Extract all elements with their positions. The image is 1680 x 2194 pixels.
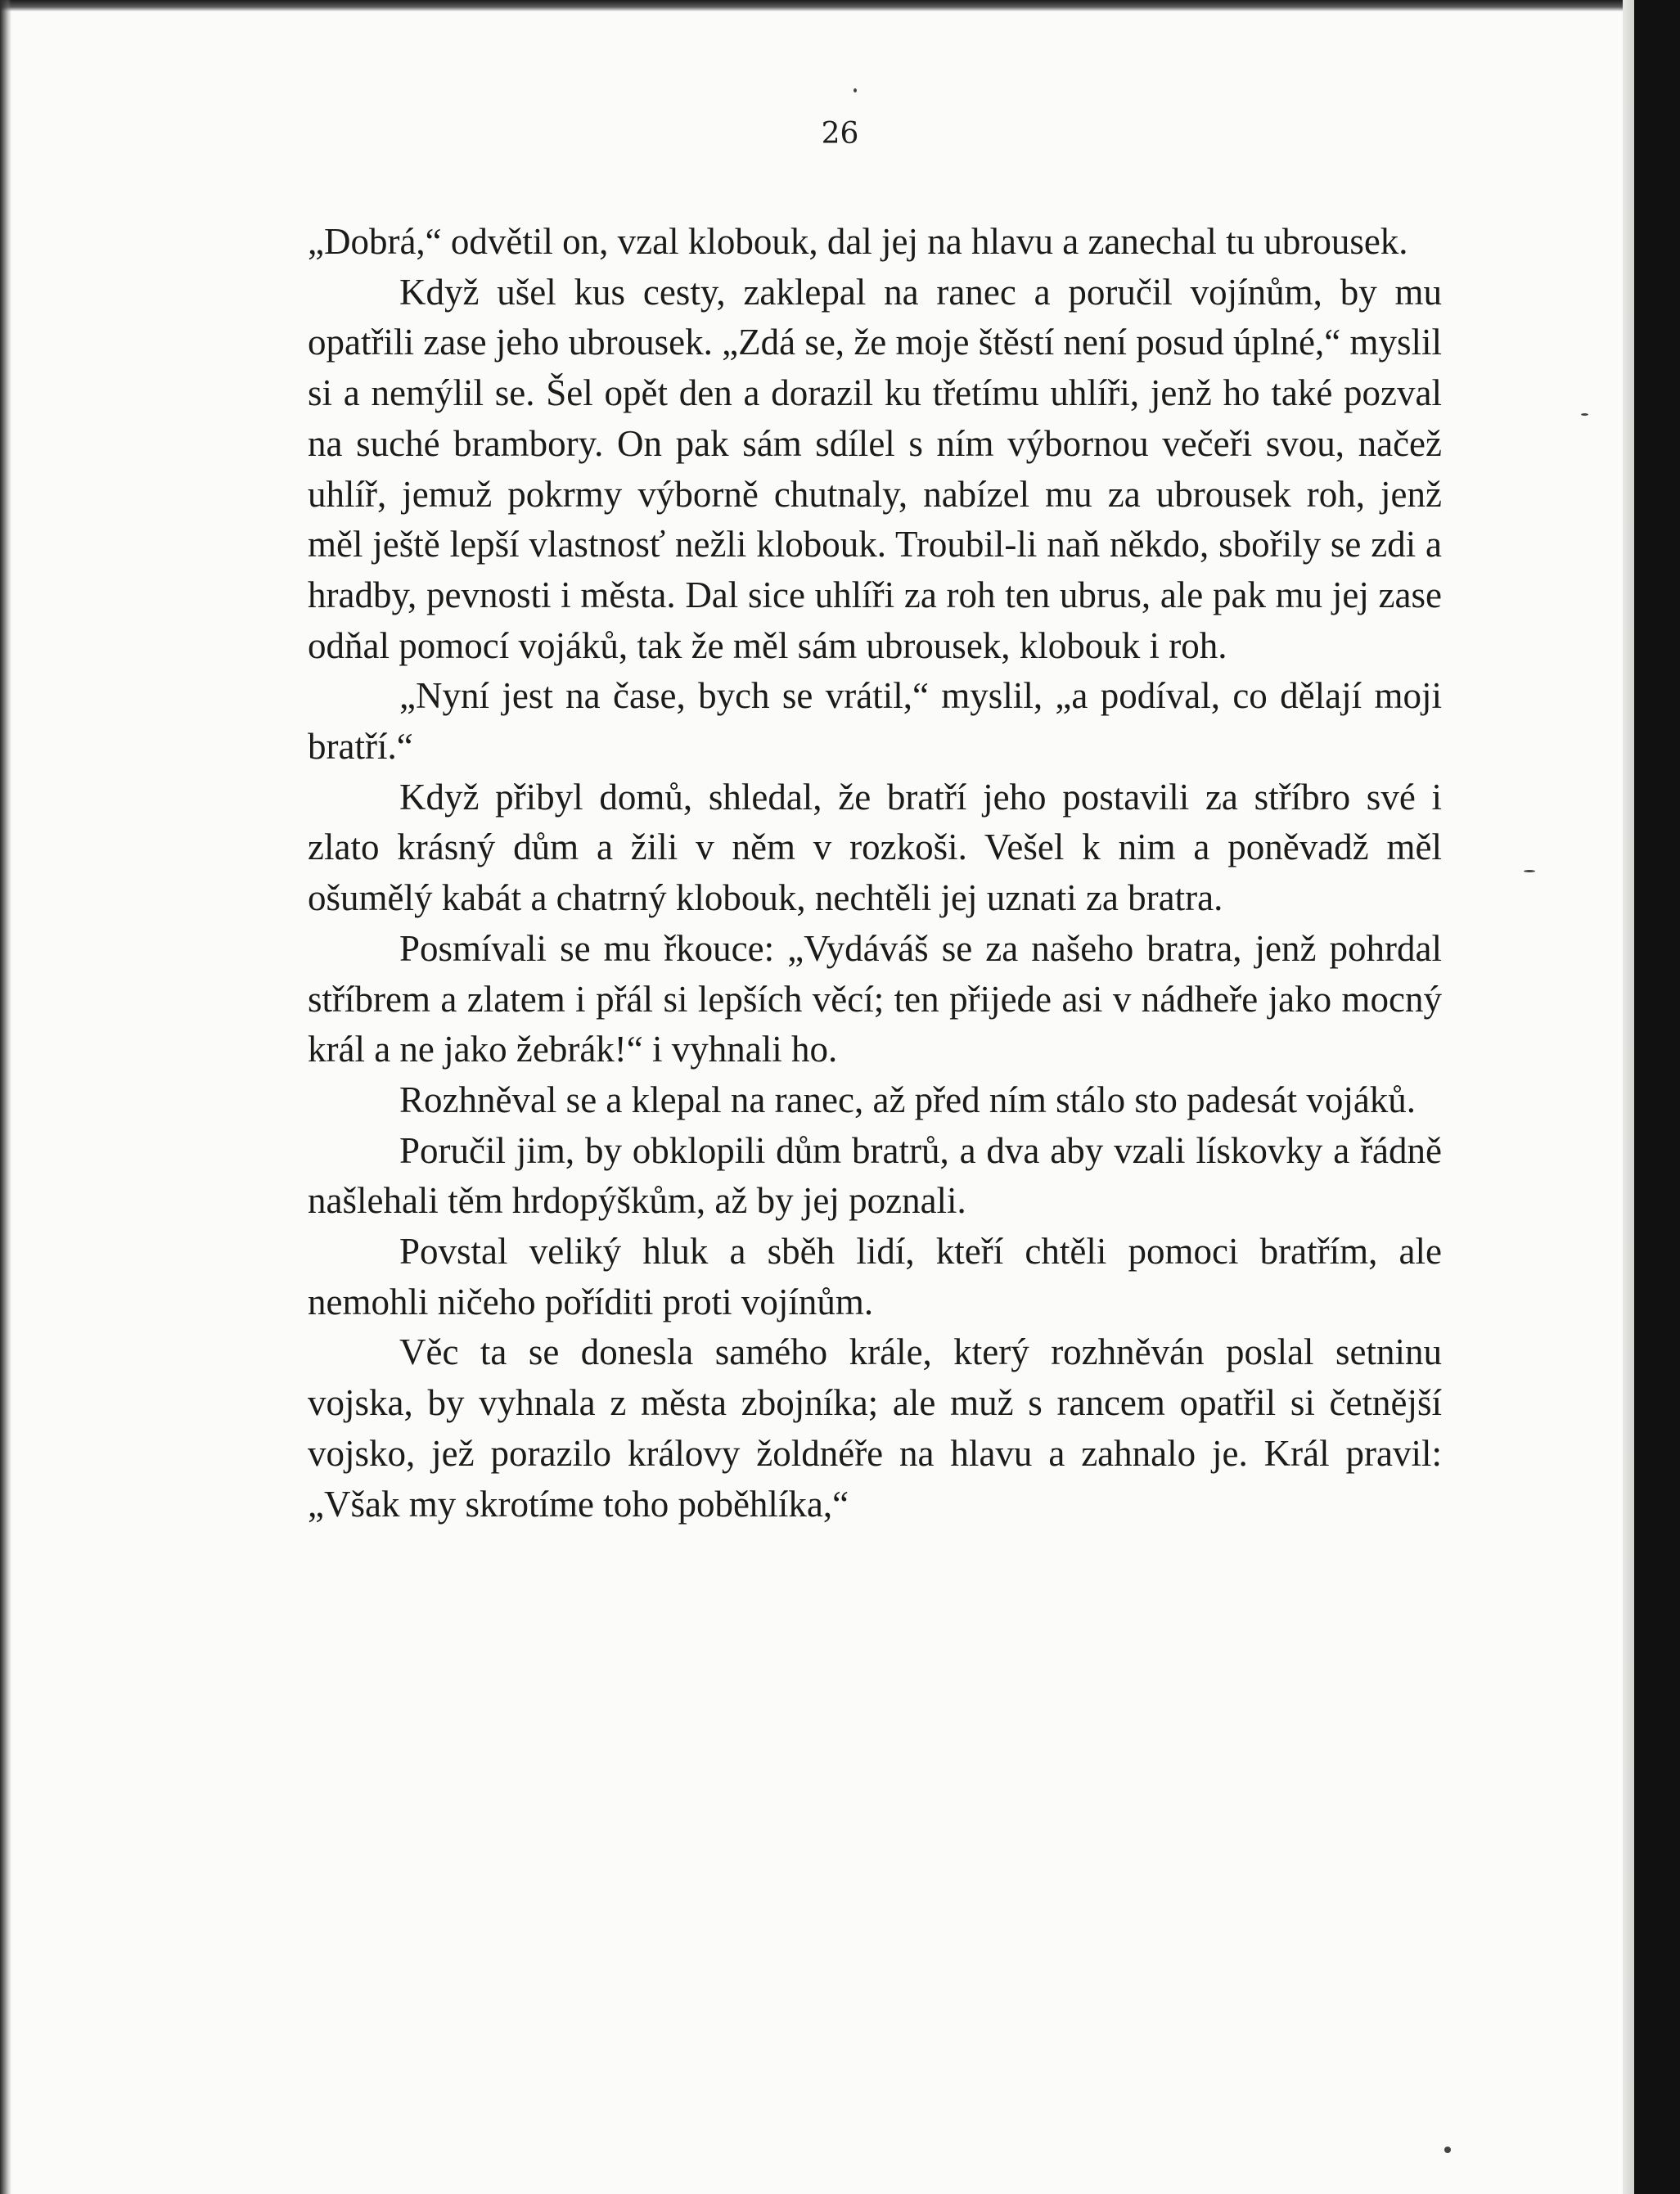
- scan-edge-top: [0, 0, 1680, 11]
- paragraph: Povstal veliký hluk a sběh lidí, kteří chtěli pomoci bratřím, ale nemohli ničeho poříditi proti vojínům.: [308, 1231, 1442, 1322]
- paragraph: Posmívali se mu řkouce: „Vydáváš se za našeho bratra, jenž pohrdal stříbrem a zlatem i přál si lepších věcí; ten přijede asi v nádheře jako mocný král a ne jako žebrák!“ i vyhnali ho.: [308, 927, 1442, 1070]
- dust-speck: [1524, 870, 1535, 872]
- scan-edge-left: [0, 0, 11, 2194]
- body-text: [308, 217, 1442, 1529]
- dust-speck: [854, 88, 857, 92]
- paragraph: „Nyní jest na čase, bych se vrátil,“ myslil, „a podíval, co dělají moji bratří.“: [308, 675, 1442, 768]
- paragraph: „Dobrá,“ odvětil on, vzal klobouk, dal jej na hlavu a zanechal tu ubrousek.: [308, 221, 1408, 262]
- page-number: 26: [821, 117, 859, 151]
- paragraph: Věc ta se donesla samého krále, který rozhněván poslal setninu vojska, by vyhnala z města zbojníka; ale muž s rancem opatřil si četnější vojsko, jež porazilo královy žoldnéře na hlavu a zahnalo je. Král pravil: „Však my skrotíme toho poběhlíka,“: [308, 1331, 1442, 1525]
- paragraph: Poručil jim, by obklopili dům bratrů, a dva aby vzali lískovky a řádně našlehali těm hrdopýškům, až by jej poznali.: [308, 1129, 1442, 1222]
- dust-speck: [1581, 413, 1588, 416]
- dust-speck: [1444, 2147, 1451, 2153]
- scan-edge-right: [1634, 0, 1680, 2194]
- paragraph: Když přibyl domů, shledal, že bratří jeho postavili za stříbro své i zlato krásný dům a žili v něm v rozkoši. Vešel k nim a poněvadž měl ošumělý kabát a chatrný klobouk, nechtěli jej uznati za bratra.: [308, 776, 1442, 919]
- paragraph: Rozhněval se a klepal na ranec, až před ním stálo sto padesát vojáků.: [399, 1079, 1417, 1120]
- paragraph: Když ušel kus cesty, zaklepal na ranec a poručil vojínům, by mu opatřili zase jeho ubrousek. „Zdá se, že moje štěstí není posud úplné,“ myslil si a nemýlil se. Šel opět den a dorazil ku třetímu uhlíři, jenž ho také pozval na suché brambory. On pak sám sdílel s ním výbornou večeři svou, načež uhlíř, jemuž pokrmy výborně chutnaly, nabízel mu za ubrousek roh, jenž měl ještě lepší vlastnosť nežli klobouk. Troubil-li naň někdo, sbořily se zdi a hradby, pevnosti i města. Dal sice uhlíři za roh ten ubrus, ale pak mu jej zase odňal pomocí vojáků, tak že měl sám ubrousek, klobouk i roh.: [308, 271, 1442, 666]
